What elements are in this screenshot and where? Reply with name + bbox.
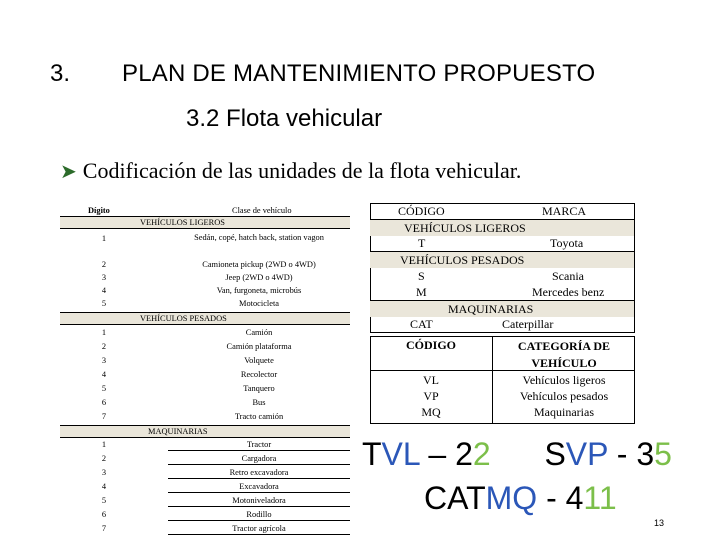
class-cell: Rodillo	[246, 510, 272, 519]
section-title: VEHÍCULOS LIGEROS	[140, 218, 225, 227]
digit-cell: 5	[101, 384, 107, 393]
table-row	[60, 258, 350, 271]
section-title: MAQUINARIAS	[448, 302, 534, 316]
code-cell: MQ	[421, 405, 441, 419]
digit-cell: 7	[101, 524, 107, 533]
digit-cell: 3	[101, 468, 107, 477]
col-code-header: CÓDIGO	[405, 338, 456, 352]
table-row	[370, 284, 634, 300]
class-cell: Cargadora	[241, 454, 277, 463]
class-cell: Retro excavadora	[229, 468, 289, 477]
section-light	[370, 219, 634, 236]
table-row	[60, 480, 350, 493]
class-cell: Motocicleta	[239, 299, 279, 308]
brand-cell: Scania	[552, 269, 584, 283]
col-brand-header: MARCA	[542, 204, 587, 218]
digit-cell: 5	[101, 299, 107, 308]
table-row	[60, 508, 350, 521]
page-subtitle: 3.2 Flota vehicular	[186, 105, 383, 132]
class-cell: Tanquero	[243, 384, 275, 393]
code-cell: CAT	[410, 317, 433, 331]
brand-cell: Toyota	[550, 236, 584, 250]
digit-cell: 6	[101, 398, 107, 407]
section-number: 3.	[50, 60, 71, 87]
digit-cell: 7	[101, 412, 107, 421]
table-row	[370, 316, 634, 332]
class-cell: Camión	[245, 328, 273, 337]
class-cell: Camión plataforma	[226, 342, 292, 351]
example-tvl: TVL – 22	[362, 436, 491, 472]
brand-table-header	[370, 203, 634, 219]
table-row	[60, 382, 350, 395]
class-cell: Recolector	[240, 370, 278, 379]
class-cell: Motoniveladora	[232, 496, 286, 505]
table-row	[60, 452, 350, 465]
section-title: VEHÍCULOS PESADOS	[400, 253, 525, 267]
page-title: PLAN DE MANTENIMIENTO PROPUESTO	[122, 60, 596, 87]
code-cell: T	[418, 236, 426, 250]
col-code-header: CÓDIGO	[398, 204, 445, 218]
col-category-line2: VEHÍCULO	[531, 356, 597, 370]
col-class-header: Clase de vehículo	[232, 206, 292, 215]
example-svp: SVP - 35	[544, 436, 672, 472]
table-row	[60, 466, 350, 479]
table-row	[60, 438, 350, 451]
class-cell: Volquete	[244, 356, 274, 365]
col-digit-header: Dígito	[88, 206, 110, 215]
table-row	[60, 284, 350, 297]
category-cell: Vehículos ligeros	[522, 373, 606, 387]
digit-cell: 3	[101, 273, 107, 282]
table-row	[60, 368, 350, 381]
table-row	[60, 354, 350, 367]
digit-cell: 2	[101, 454, 107, 463]
code-cell: VP	[423, 389, 439, 403]
digit-cell: 2	[101, 342, 107, 351]
digit-cell: 6	[101, 510, 107, 519]
section-title: VEHÍCULOS PESADOS	[140, 314, 227, 323]
class-cell: Camioneta pickup (2WD o 4WD)	[202, 260, 316, 269]
section-title: MAQUINARIAS	[148, 427, 208, 436]
table-row	[370, 235, 634, 251]
digit-cell: 5	[101, 496, 107, 505]
bullet-text: Codificación de las unidades de la flota vehicular.	[82, 158, 522, 183]
col-category-line1: CATEGORÍA DE	[517, 339, 611, 353]
digit-cell: 1	[101, 440, 107, 449]
table-row	[60, 396, 350, 409]
class-cell: Sedán, copé, hatch back, station vagon	[194, 233, 324, 242]
col-category-header	[494, 338, 634, 372]
table-header	[60, 205, 350, 216]
section-machinery	[370, 300, 634, 317]
table-row	[60, 230, 350, 256]
code-cell: M	[416, 285, 427, 299]
table-row	[60, 410, 350, 423]
section-heavy	[370, 251, 634, 268]
class-cell: Tractor agrícola	[232, 524, 286, 533]
table-row	[60, 340, 350, 353]
example-line-1	[362, 436, 672, 473]
table-row	[60, 494, 350, 507]
table-row	[60, 271, 350, 284]
table-row	[60, 326, 350, 339]
brand-cell: Caterpillar	[502, 317, 554, 331]
category-column	[494, 372, 634, 420]
arrow-bullet-icon: ➤	[60, 160, 77, 183]
bullet-line	[60, 158, 521, 184]
code-cell: VL	[423, 373, 439, 387]
digit-cell: 4	[101, 370, 107, 379]
example-line-2: CATMQ - 411	[424, 480, 617, 516]
class-cell: Van, furgoneta, microbús	[216, 286, 302, 295]
section-heavy	[60, 312, 350, 325]
category-cell: Vehículos pesados	[519, 389, 609, 403]
digit-cell: 3	[101, 356, 107, 365]
digit-cell: 2	[101, 260, 107, 269]
class-cell: Bus	[252, 398, 266, 407]
code-cell: S	[418, 269, 425, 283]
section-title: VEHÍCULOS LIGEROS	[404, 221, 526, 235]
category-cell: Maquinarias	[534, 405, 594, 419]
digit-cell: 4	[101, 286, 107, 295]
table-row	[60, 522, 350, 535]
digit-cell: 1	[101, 328, 107, 337]
table-row	[370, 268, 634, 284]
class-cell: Tracto camión	[234, 412, 284, 421]
code-column	[376, 372, 486, 420]
section-light	[60, 216, 350, 229]
page-number: 13	[653, 518, 664, 528]
section-machinery	[60, 425, 350, 438]
class-cell: Tractor	[246, 440, 272, 449]
brand-cell: Mercedes benz	[532, 285, 605, 299]
class-cell: Jeep (2WD o 4WD)	[225, 273, 293, 282]
digit-cell: 1	[101, 234, 107, 243]
digit-cell: 4	[101, 482, 107, 491]
table-row	[60, 297, 350, 310]
class-cell: Excavadora	[239, 482, 279, 491]
